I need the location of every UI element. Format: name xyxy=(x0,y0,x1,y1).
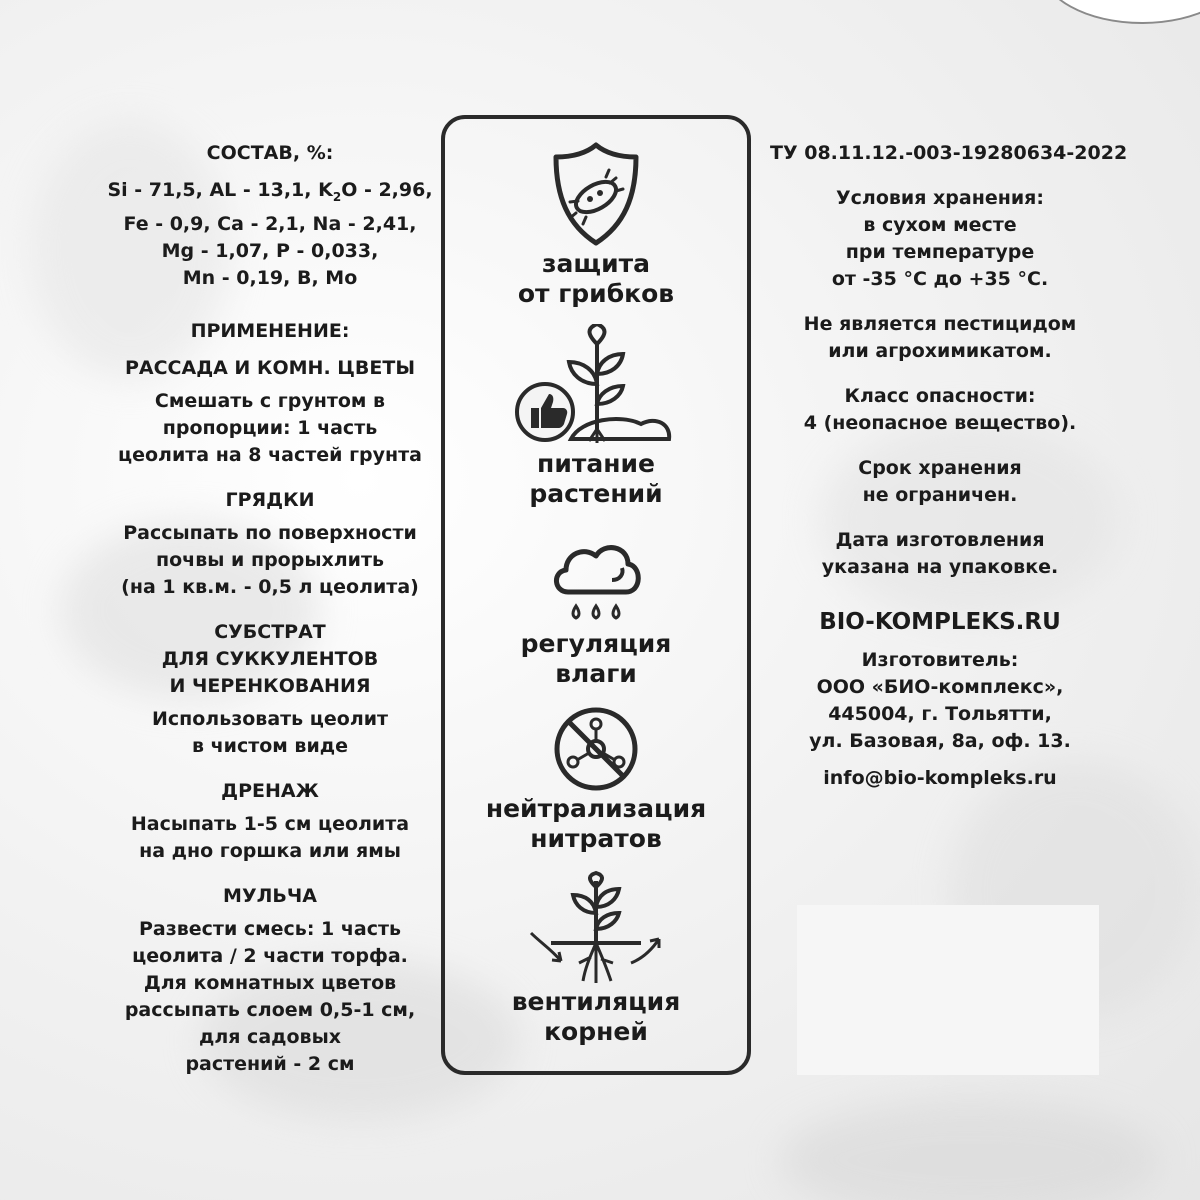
storage-line-2: в сухом месте xyxy=(863,214,1017,236)
info-column xyxy=(770,140,1128,792)
usage-section-text: Насыпать 1-5 см цеолита xyxy=(130,812,410,835)
usage-section-text: на дно горшка или ямы xyxy=(139,839,401,862)
feature-label-line-2: от грибков xyxy=(517,279,675,308)
usage-section-text: цеолита / 2 части торфа. xyxy=(132,944,408,967)
no-nitrate-molecule-icon xyxy=(551,704,641,794)
usage-section-heading: ДЛЯ СУККУЛЕНТОВ xyxy=(161,647,379,670)
usage-section-text: Развести смесь: 1 часть xyxy=(138,917,402,940)
storage-line-3: при температуре xyxy=(845,241,1035,263)
not-pesticide-line-2: или агрохимикатом. xyxy=(828,340,1052,362)
usage-title: ПРИМЕНЕНИЕ: xyxy=(190,319,350,342)
feature-label-line-1: вентиляция xyxy=(511,987,681,1016)
usage-section-text: Для комнатных цветов xyxy=(143,971,397,994)
cloud-rain-icon xyxy=(546,534,646,629)
usage-section-text: Смешать с грунтом в xyxy=(154,389,386,412)
feature-plant-nutrition xyxy=(445,324,747,509)
usage-section-text: пропорции: 1 часть xyxy=(162,416,378,439)
storage-line-1: Условия хранения: xyxy=(836,187,1044,209)
blank-label-area xyxy=(797,905,1099,1075)
feature-label-line-2: корней xyxy=(544,1017,648,1046)
composition-line-4: Mn - 0,19, B, Mo xyxy=(182,266,358,289)
usage-section-heading: И ЧЕРЕНКОВАНИЯ xyxy=(169,674,371,697)
composition-and-usage-column xyxy=(100,140,440,1078)
corner-circle-window xyxy=(1040,0,1200,24)
manufacturer-line-1: Изготовитель: xyxy=(861,649,1019,671)
hazard-line-2: 4 (неопасное вещество). xyxy=(803,412,1077,434)
not-pesticide-line-1: Не является пестицидом xyxy=(803,313,1077,335)
shelf-life-line-2: не ограничен. xyxy=(862,484,1018,506)
feature-label-line-2: нитратов xyxy=(530,824,662,853)
website: BIO-KOMPLEKS.RU xyxy=(819,609,1061,635)
feature-fungus-protection xyxy=(445,139,747,309)
feature-label-line-1: регуляция xyxy=(520,629,672,658)
feature-nitrate-neutralization xyxy=(445,704,747,854)
usage-sections xyxy=(100,345,440,1078)
usage-section-heading: МУЛЬЧА xyxy=(223,884,317,907)
usage-section-text: Рассыпать по поверхности xyxy=(123,521,417,544)
feature-label-line-1: защита xyxy=(542,249,650,278)
email: info@bio-kompleks.ru xyxy=(823,767,1057,789)
manufacturer-line-3: 445004, г. Тольятти, xyxy=(828,703,1052,725)
feature-label-line-2: растений xyxy=(529,479,663,508)
usage-section-text: (на 1 кв.м. - 0,5 л цеолита) xyxy=(121,575,419,598)
plant-roots-airflow-icon xyxy=(521,869,671,987)
shield-bacteria-icon xyxy=(546,139,646,249)
usage-section-heading: РАССАДА И КОМН. ЦВЕТЫ xyxy=(124,356,416,379)
feature-moisture-regulation xyxy=(445,534,747,689)
composition-title: СОСТАВ, %: xyxy=(206,142,334,164)
plant-thumbs-up-icon xyxy=(511,324,681,449)
manufacturer-line-4: ул. Базовая, 8а, оф. 13. xyxy=(809,730,1071,752)
shelf-life-line-1: Срок хранения xyxy=(858,457,1022,479)
composition-line-2: Fe - 0,9, Ca - 2,1, Na - 2,41, xyxy=(123,212,417,235)
storage-line-4: от -35 °С до +35 °С. xyxy=(831,268,1049,290)
usage-section-heading: ГРЯДКИ xyxy=(225,488,315,511)
tu-code: ТУ 08.11.12.-003-19280634-2022 xyxy=(770,142,1128,164)
features-panel xyxy=(441,115,751,1075)
usage-section-text: почвы и прорыхлить xyxy=(155,548,385,571)
usage-section-text: в чистом виде xyxy=(191,734,349,757)
usage-section-heading: СУБСТРАТ xyxy=(214,620,326,643)
hazard-line-1: Класс опасности: xyxy=(844,385,1036,407)
usage-section-text: Использовать цеолит xyxy=(151,707,389,730)
usage-section-text: цеолита на 8 частей грунта xyxy=(118,443,422,466)
feature-root-ventilation xyxy=(445,869,747,1047)
manufacture-date-line-1: Дата изготовления xyxy=(835,529,1045,551)
manufacturer-line-2: ООО «БИО-комплекс», xyxy=(816,676,1064,698)
composition-line-1: Si - 71,5, AL - 13,1, $K_2O - 2,96$, xyxy=(107,179,433,204)
manufacture-date-line-2: указана на упаковке. xyxy=(821,556,1059,578)
composition-line-3: Mg - 1,07, P - 0,033, xyxy=(161,239,379,262)
feature-label-line-1: нейтрализация xyxy=(485,794,707,823)
feature-label-line-1: питание xyxy=(537,449,655,478)
usage-section-heading: ДРЕНАЖ xyxy=(221,779,319,802)
usage-section-text: для садовых xyxy=(198,1025,342,1048)
usage-section-text: растений - 2 см xyxy=(185,1052,355,1075)
usage-section-text: рассыпать слоем 0,5-1 см, xyxy=(124,998,416,1021)
feature-label-line-2: влаги xyxy=(555,659,637,688)
